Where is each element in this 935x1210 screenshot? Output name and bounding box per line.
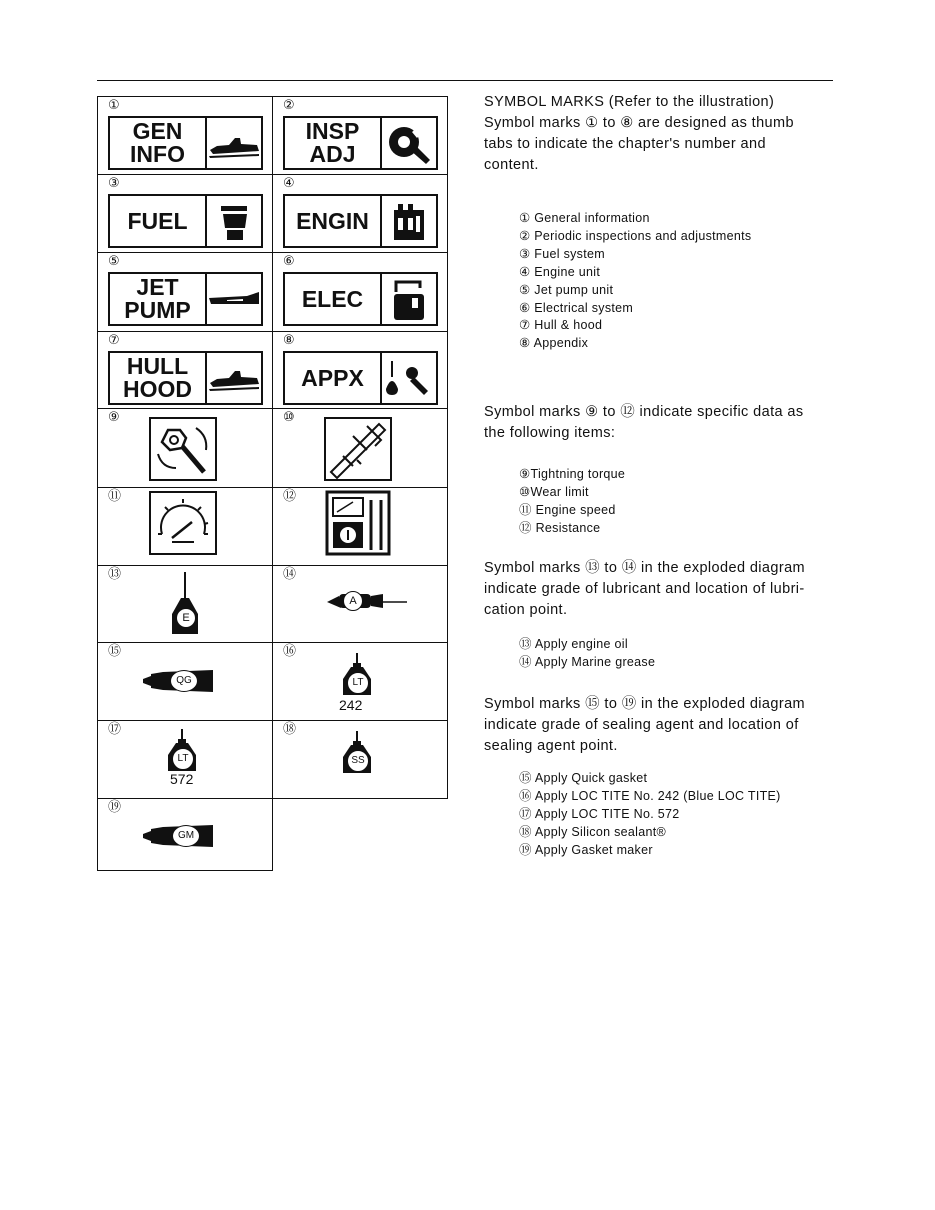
battery-icon xyxy=(382,274,436,324)
symbol-cell-torque xyxy=(97,408,273,488)
elec-tab xyxy=(283,272,438,326)
list-item: ⑥ Electrical system xyxy=(519,300,634,315)
list-item: ③ Fuel system xyxy=(519,246,605,261)
chapter-list xyxy=(519,210,751,353)
tab-label: JET PUMP xyxy=(124,274,191,323)
fuel-tab xyxy=(108,194,263,248)
list-item: ⑭ Apply Marine grease xyxy=(519,654,656,669)
list-item: ⑬ Apply engine oil xyxy=(519,637,628,651)
mark-number: ⑬ xyxy=(108,567,122,582)
loctite-grade-label: LT xyxy=(347,672,369,694)
tab-label: GEN INFO xyxy=(130,118,185,167)
tab-cell-appx xyxy=(272,331,448,409)
mark-number: ⑩ xyxy=(283,410,295,425)
sealant-grade-label: SS xyxy=(347,750,369,772)
engine-icon xyxy=(382,196,436,246)
list-item: ⑲ Apply Gasket maker xyxy=(519,842,653,857)
jet-pump-icon xyxy=(207,274,261,324)
tab-label: INSP ADJ xyxy=(305,118,360,167)
sealant-grade-label: QG xyxy=(170,670,198,692)
tab-label: ELEC xyxy=(301,285,364,312)
mark-number: ③ xyxy=(108,176,120,191)
mark-number: ⑰ xyxy=(108,722,122,737)
list-item: ⑦ Hull & hood xyxy=(519,318,603,333)
tab-cell-fuel xyxy=(97,174,273,253)
appx-tab xyxy=(283,351,438,405)
mark-number: ⑱ xyxy=(283,722,297,737)
appendix-tools-icon xyxy=(382,353,436,403)
list-item: ② Periodic inspections and adjustments xyxy=(519,228,752,243)
mark-number: ⑮ xyxy=(108,644,122,659)
jet-ski-icon xyxy=(207,353,261,403)
specific-data-list xyxy=(519,466,625,538)
tab-label: ENGIN xyxy=(296,207,369,234)
torque-wrench-icon xyxy=(148,416,218,482)
list-item: ⑪ Engine speed xyxy=(519,502,616,517)
tab-label: HULL HOOD xyxy=(123,353,192,402)
symbol-grid xyxy=(97,96,447,871)
mark-number: ⑧ xyxy=(283,333,295,348)
hull-hood-tab xyxy=(108,351,263,405)
list-item: ⑱ Apply Silicon sealant® xyxy=(519,824,667,839)
sealant-intro: Symbol marks ⑮ to ⑲ in the exploded diagram indicate grade of sealing agent and location of sealing agent point. xyxy=(484,696,806,754)
insp-adj-tab xyxy=(283,116,438,170)
list-item: ⑤ Jet pump unit xyxy=(519,282,614,297)
ohmmeter-icon xyxy=(323,490,393,556)
wrench-icon xyxy=(382,118,436,168)
symbol-cell-loctite-242 xyxy=(272,642,448,721)
sealant-grade-label: GM xyxy=(172,825,200,847)
grease-grade-label: A xyxy=(343,591,363,611)
symbol-cell-gasket-maker xyxy=(97,798,273,871)
tab-label: FUEL xyxy=(127,207,188,234)
mark-number: ⑫ xyxy=(283,489,297,504)
gen-info-tab xyxy=(108,116,263,170)
sealant-list xyxy=(519,770,781,860)
symbol-cell-quick-gasket xyxy=(97,642,273,721)
mark-number: ⑥ xyxy=(283,254,295,269)
mark-number: ⑲ xyxy=(108,800,122,815)
tab-cell-insp-adj xyxy=(272,96,448,175)
caliper-icon xyxy=(323,416,393,482)
symbol-cell-wear-limit xyxy=(272,408,448,488)
mark-number: ⑦ xyxy=(108,333,120,348)
oil-grade-label: E xyxy=(176,608,196,628)
loctite-number-caption: 572 xyxy=(170,771,194,787)
jet-pump-tab xyxy=(108,272,263,326)
mark-number: ⑤ xyxy=(108,254,120,269)
mark-number: ⑯ xyxy=(283,644,297,659)
list-item: ⑰ Apply LOC TITE No. 572 xyxy=(519,806,680,821)
list-item: ① General information xyxy=(519,211,650,225)
list-item: ⑩Wear limit xyxy=(519,484,589,499)
list-item: ⑯ Apply LOC TITE No. 242 (Blue LOC TITE) xyxy=(519,788,781,803)
loctite-number-caption: 242 xyxy=(339,697,363,713)
tachometer-icon xyxy=(148,490,218,556)
loctite-grade-label: LT xyxy=(172,748,194,770)
symbol-cell-engine-speed xyxy=(97,487,273,566)
tab-cell-jet-pump xyxy=(97,252,273,332)
mark-number: ② xyxy=(283,98,295,113)
list-item: ⑮ Apply Quick gasket xyxy=(519,771,648,785)
header-rule xyxy=(97,80,833,81)
symbol-cell-engine-oil xyxy=(97,565,273,643)
grease-gun-icon xyxy=(325,586,409,616)
mark-number: ④ xyxy=(283,176,295,191)
list-item: ⑫ Resistance xyxy=(519,520,601,535)
specific-data-intro: Symbol marks ⑨ to ⑫ indicate specific data as the following items: xyxy=(484,404,804,441)
mark-number: ⑭ xyxy=(283,567,297,582)
jet-ski-icon xyxy=(207,118,261,168)
tab-cell-elec xyxy=(272,252,448,332)
mark-number: ⑪ xyxy=(108,489,122,504)
mark-number: ① xyxy=(108,98,120,113)
lubricant-intro: Symbol marks ⑬ to ⑭ in the exploded diagram indicate grade of lubricant and location of lubri- cation point. xyxy=(484,560,806,618)
lubricant-list xyxy=(519,636,655,672)
symbol-cell-loctite-572 xyxy=(97,720,273,799)
list-item: ⑨Tightning torque xyxy=(519,467,626,481)
symbol-cell-marine-grease xyxy=(272,565,448,643)
engin-tab xyxy=(283,194,438,248)
list-item: ④ Engine unit xyxy=(519,264,601,279)
list-item: ⑧ Appendix xyxy=(519,336,589,351)
symbol-cell-silicon-sealant xyxy=(272,720,448,799)
tab-cell-engin xyxy=(272,174,448,253)
fuel-tank-icon xyxy=(207,196,261,246)
symbol-marks-intro: SYMBOL MARKS (Refer to the illustration) Symbol marks ① to ⑧ are designed as thumb tabs to indicate the chapter's number and content. xyxy=(484,94,794,173)
oil-can-icon xyxy=(166,570,204,640)
tab-cell-hull-hood xyxy=(97,331,273,409)
symbol-cell-resistance xyxy=(272,487,448,566)
tab-cell-gen-info xyxy=(97,96,273,175)
mark-number: ⑨ xyxy=(108,410,120,425)
tab-label: APPX xyxy=(301,364,364,391)
